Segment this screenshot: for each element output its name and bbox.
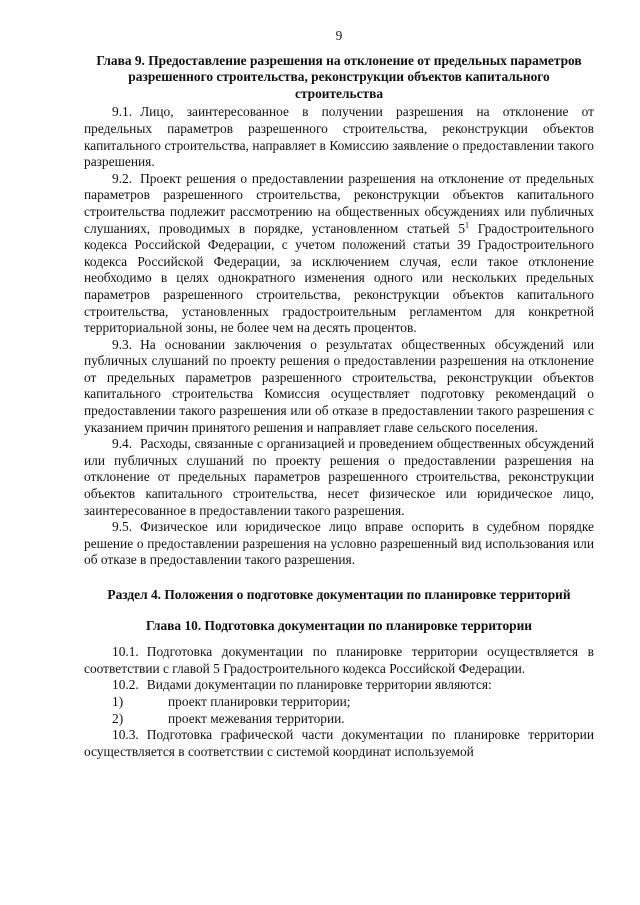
list-number: 1) xyxy=(112,693,124,709)
paragraph-number: 9.4. xyxy=(112,436,133,452)
list-number: 2) xyxy=(112,710,124,726)
list-text: проект планировки территории; xyxy=(168,693,351,709)
paragraph-text: На основании заключения о результатах общественных обсуждений или публичных слушаний по проекту решения о предоставлении разрешения на отклонение от предельных параметров разрешенного строительства, реконструкции объектов капитального строительства Комиссия осуществляет подготовку рекомендаций о предоставлении такого разрешения или об отказе в предоставлении такого разрешения с указанием причин принятого решения и направляет главе сельского поселения. xyxy=(84,336,594,435)
paragraph-10-2 xyxy=(84,677,594,694)
paragraph-number: 10.3. xyxy=(112,727,139,743)
paragraph-text: Расходы, связанные с организацией и проведением общественных обсуждений или публичных слушаний по проекту решения о предоставлении разрешения на отклонение от предельных параметров разрешенного строительства, реконструкции объектов капитального строительства, несет физическое или юридическое лицо, заинтересованное в предоставлении такого разрешения. xyxy=(84,436,594,518)
page-number: 9 xyxy=(335,28,343,43)
paragraph-text: Проект решения о предоставлении разрешения на отклонение от предельных параметров разрешенного строительства, реконструкции объектов капитального строительства подлежит рассмотрению на общественных обсуждениях или публичных слушаниях, проводимых в порядке, установленном статьей 5 xyxy=(84,170,594,236)
paragraph-number: 9.2. xyxy=(112,170,133,186)
chapter-10-title: Глава 10. Подготовка документации по планировке территории xyxy=(145,617,533,633)
paragraph-text: Лицо, заинтересованное в получении разрешения на отклонение от предельных параметров разрешенного строительства, реконструкции объектов капитального строительства, направляет в Комиссию заявление о предоставлении такого разрешения. xyxy=(84,104,594,170)
paragraph-text: Подготовка графической части документации по планировке территории осуществляется в соответствии с системой координат используемой xyxy=(84,727,594,759)
paragraph-10-3 xyxy=(84,727,594,760)
paragraph-10-1 xyxy=(84,644,594,677)
document-page xyxy=(84,28,594,760)
paragraph-text: Физическое или юридическое лицо вправе оспорить в судебном порядке решение о предоставлении разрешения на условно разрешенный вид использования или об отказе в предоставлении такого разрешения. xyxy=(84,519,594,568)
superscript: 1 xyxy=(465,220,470,230)
section-4-title: Раздел 4. Положения о подготовке документации по планировке территорий xyxy=(107,587,571,602)
paragraph-number: 9.1. xyxy=(112,104,133,120)
paragraph-9-2 xyxy=(84,171,594,337)
paragraph-number: 10.2. xyxy=(112,677,139,693)
paragraph-number: 10.1. xyxy=(112,644,139,660)
paragraph-9-5 xyxy=(84,519,594,569)
list-item xyxy=(84,694,594,711)
paragraph-text: Градостроительного кодекса Российской Федерации, с учетом положений статьи 39 Градостроительного кодекса Российской Федерации, за исключением случая, если такое отклонение необходимо в целях однократного изменения одного или нескольких предельных параметров разрешенного строительства, реконструкции объектов капитального строительства, установленных градостроительным регламентом для конкретной территориальной зоны, не более чем на десять процентов. xyxy=(84,220,594,336)
paragraph-number: 9.5. xyxy=(112,519,133,535)
paragraph-9-3 xyxy=(84,337,594,437)
paragraph-text: Подготовка документации по планировке территории осуществляется в соответствии с главой 5 Градостроительного кодекса Российской Федерации. xyxy=(84,644,594,676)
paragraph-number: 9.3. xyxy=(112,336,133,352)
list-item xyxy=(84,711,594,728)
paragraph-text: Видами документации по планировке территории являются: xyxy=(146,677,492,693)
paragraph-9-4 xyxy=(84,436,594,519)
paragraph-9-1 xyxy=(84,104,594,170)
chapter-9-title: Глава 9. Предоставление разрешения на отклонение от предельных параметров разрешенного строительства, реконструкции объектов капитального строительства xyxy=(96,52,582,101)
list-text: проект межевания территории. xyxy=(168,710,345,726)
